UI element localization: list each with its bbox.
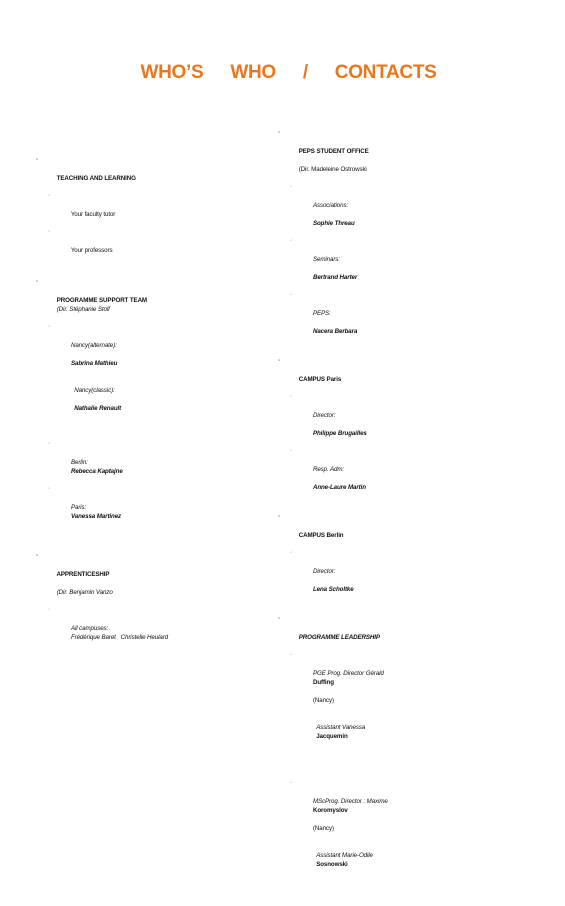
page-title: WHO’S WHO / CONTACTS — [140, 62, 437, 83]
bullet-icon: • — [36, 553, 39, 559]
item-name: Koromyslov — [312, 807, 348, 814]
list-item — [47, 228, 274, 264]
list-item — [289, 393, 526, 447]
item-role: Director: — [312, 412, 336, 419]
sub-bullet-icon: ◦ — [290, 780, 293, 786]
item-name: Rebecca Kaptajne — [70, 468, 123, 475]
right-column — [276, 129, 526, 906]
item-name: Vanessa Martinez — [70, 513, 122, 520]
section-heading: CAMPUS Berlin — [298, 532, 344, 539]
list-item — [289, 651, 526, 768]
list-item — [289, 549, 526, 603]
item-name: Nacera Berbara — [312, 328, 358, 335]
sub-bullet-icon: ◦ — [48, 607, 51, 613]
list-item — [289, 447, 526, 501]
heading-note: (Dir. Benjamin Vanzo — [56, 589, 113, 596]
sub-bullet-icon: ◦ — [290, 394, 293, 400]
sub-bullet-icon: ◦ — [48, 229, 51, 235]
item-location: (Nancy) — [312, 825, 334, 832]
item-role: Associations: — [312, 202, 349, 209]
item-role: All campuses: — [70, 625, 109, 632]
bullet-icon: • — [36, 279, 39, 285]
item-role: MScProg. Director : Maxime — [312, 798, 388, 805]
item-name: Bertrand Harter — [312, 274, 358, 281]
item-name: Nathalie Renault — [74, 405, 122, 412]
list-item — [47, 192, 274, 228]
section-heading: PEPS STUDENT OFFICE — [298, 148, 369, 155]
list-item — [289, 237, 526, 291]
item-location: (Nancy) — [312, 697, 334, 704]
item-name: Philippe Brugailles — [312, 430, 367, 437]
item-name: Duffing — [312, 679, 334, 686]
item-role: Paris: — [70, 504, 87, 511]
bullet-icon: • — [36, 157, 39, 163]
sub-bullet-icon: ◦ — [290, 184, 293, 190]
heading-note: (Dir. Stéphanie Stolf — [56, 306, 110, 313]
sub-bullet-icon: ◦ — [48, 486, 51, 492]
heading-note: (Dir. Madeleine Ostrowski — [298, 166, 367, 173]
item-text: Your faculty tutor — [70, 211, 116, 218]
list-item — [47, 485, 274, 530]
bullet-icon: • — [278, 130, 281, 136]
item-name: Jacquemin — [316, 733, 348, 740]
sub-bullet-icon: ◦ — [290, 238, 293, 244]
section-teaching — [34, 156, 274, 264]
section-heading: TEACHING AND LEARNING — [56, 175, 136, 182]
item-name: Sosnowski — [316, 861, 348, 868]
item-role: Resp. Adm: — [312, 466, 345, 473]
sub-bullet-icon: ◦ — [290, 292, 293, 298]
item-name: Lena Scholtke — [312, 586, 354, 593]
list-item — [289, 291, 526, 345]
section-heading: CAMPUS Paris — [298, 376, 342, 383]
sub-bullet-icon: ◦ — [48, 193, 51, 199]
section-support — [34, 278, 274, 530]
sub-bullet-icon: ◦ — [290, 448, 293, 454]
sub-bullet-icon: ◦ — [290, 550, 293, 556]
section-apprenticeship — [34, 552, 274, 651]
sub-bullet-icon: ◦ — [48, 441, 51, 447]
item-role: Assistant Marie-Odile — [316, 852, 373, 859]
bullet-icon: • — [278, 514, 281, 520]
item-role: Nancy(alternate): — [70, 342, 117, 349]
item-name: Anne-Laure Martin — [312, 484, 366, 491]
item-role: Assistant Vanessa — [316, 724, 366, 731]
item-role: PGE Prog. Director Gérald — [312, 670, 384, 677]
section-peps — [276, 129, 526, 345]
list-item — [47, 606, 274, 651]
sub-bullet-icon: ◦ — [290, 652, 293, 658]
section-heading: PROGRAMME SUPPORT TEAM — [56, 297, 147, 304]
item-text: Your professors — [70, 247, 113, 254]
item-name: Sophie Threau — [312, 220, 355, 227]
left-column — [34, 156, 274, 661]
bullet-icon: • — [278, 616, 281, 622]
item-name: Sabrina Mathieu — [70, 360, 118, 367]
item-role: PEPS: — [312, 310, 331, 317]
list-item — [47, 440, 274, 485]
section-campus-berlin — [276, 513, 526, 603]
list-item — [289, 779, 526, 896]
sub-bullet-icon: ◦ — [48, 324, 51, 330]
item-name: Frédérique Baret Christelle Heulard — [70, 634, 169, 641]
item-role: Director: — [312, 568, 336, 575]
section-leadership — [276, 615, 526, 896]
item-role: Seminars: — [312, 256, 340, 263]
item-role: Nancy(classic): — [74, 387, 115, 394]
section-heading: PROGRAMME LEADERSHIP — [298, 634, 380, 641]
section-heading: APPRENTICESHIP — [56, 571, 110, 578]
item-role: Berlin: — [70, 459, 88, 466]
list-item — [47, 323, 274, 440]
list-item — [289, 183, 526, 237]
bullet-icon: • — [278, 358, 281, 364]
section-campus-paris — [276, 357, 526, 501]
